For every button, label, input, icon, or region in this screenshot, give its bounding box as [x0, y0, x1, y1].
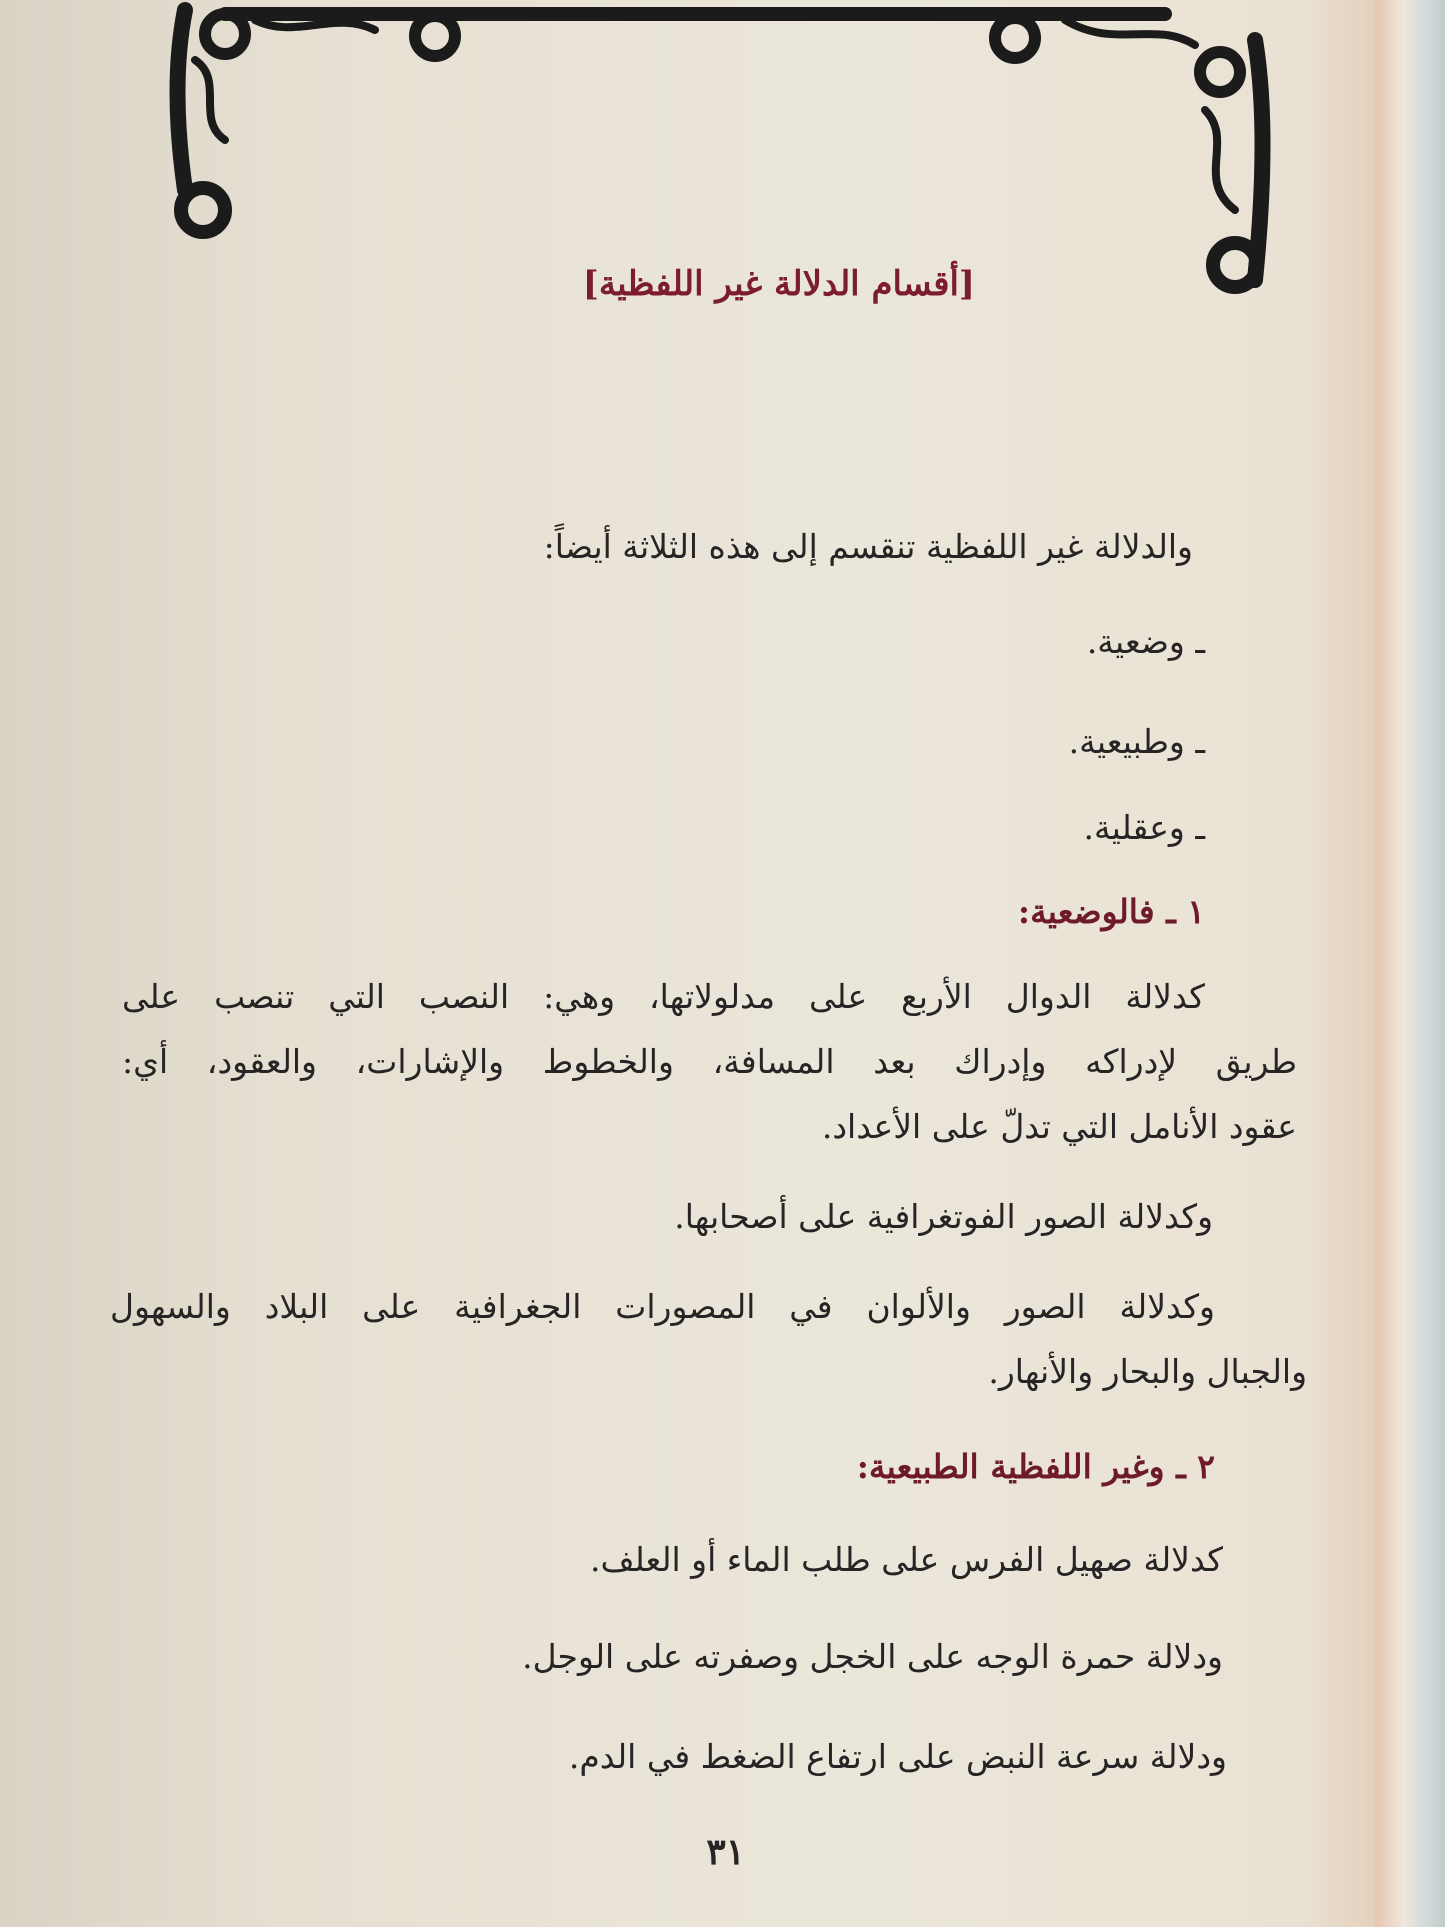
page-edge [1375, 0, 1445, 1927]
section1-heading: ١ ـ فالوضعية: [1017, 892, 1205, 931]
intro-text: والدلالة غير اللفظية تنقسم إلى هذه الثلاثة أيضاً: [543, 527, 1193, 566]
page-number: ٣١ [706, 1831, 745, 1873]
list-item: ـ وطبيعية. [1068, 722, 1205, 761]
list-item: ـ وعقلية. [1083, 808, 1205, 847]
paragraph-line: كدلالة الدوال الأربع على مدلولاتها، وهي: النصب التي تنصب على [122, 977, 1205, 1016]
list-item: ـ وضعية. [1086, 622, 1205, 661]
paragraph: كدلالة صهيل الفرس على طلب الماء أو العلف. [589, 1540, 1223, 1579]
paragraph-line: والجبال والبحار والأنهار. [988, 1352, 1307, 1391]
ornamental-frame [165, 0, 1275, 300]
paragraph-line: طريق لإدراكه وإدراك بعد المسافة، والخطوط والإشارات، والعقود، أي: [122, 1042, 1297, 1081]
paragraph: وكدلالة الصور الفوتغرافية على أصحابها. [674, 1197, 1213, 1236]
paragraph: ودلالة سرعة النبض على ارتفاع الضغط في الدم. [568, 1737, 1227, 1776]
section-title: [أقسام الدلالة غير اللفظية] [582, 264, 975, 304]
section2-heading: ٢ ـ وغير اللفظية الطبيعية: [856, 1447, 1215, 1486]
paragraph: ودلالة حمرة الوجه على الخجل وصفرته على الوجل. [522, 1637, 1223, 1676]
paragraph-line: عقود الأنامل التي تدلّ على الأعداد. [821, 1107, 1297, 1146]
paragraph-line: وكدلالة الصور والألوان في المصورات الجغرافية على البلاد والسهول [110, 1287, 1215, 1326]
